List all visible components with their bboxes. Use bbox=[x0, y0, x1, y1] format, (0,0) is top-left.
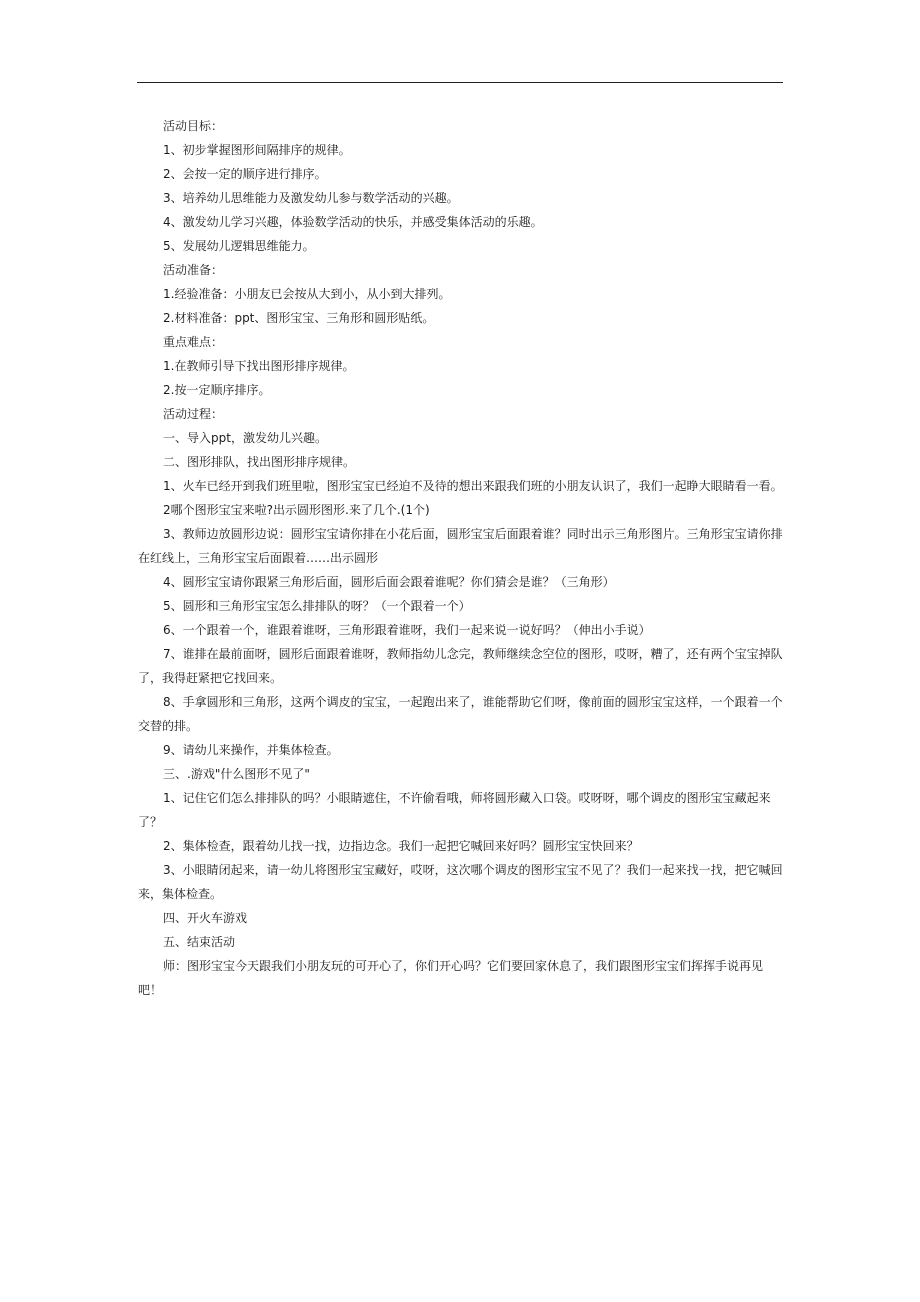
key-point-1: 1.在教师引导下找出图形排序规律。 bbox=[163, 359, 355, 373]
step-6: 6、一个跟着一个，谁跟着谁呀，三角形跟着谁呀，我们一起来说一说好吗？（伸出小手说） bbox=[163, 623, 651, 637]
key-point-2: 2.按一定顺序排序。 bbox=[163, 383, 271, 397]
process-section-4: 四、开火车游戏 bbox=[163, 911, 248, 925]
step-7: 7、谁排在最前面呀，圆形后面跟着谁呀，教师指幼儿念完，教师继续念空位的图形，哎呀，糟了，还有两个宝宝掉队了，我得赶紧把它找回来。 bbox=[138, 647, 783, 685]
heading-activity-goals: 活动目标： bbox=[163, 119, 224, 133]
step-1: 1、火车已经开到我们班里啦，图形宝宝已经迫不及待的想出来跟我们班的小朋友认识了，我们一起睁大眼睛看一看。 bbox=[163, 479, 783, 493]
goal-2: 2、会按一定的顺序进行排序。 bbox=[163, 167, 327, 181]
step-4: 4、圆形宝宝请你跟紧三角形后面，圆形后面会跟着谁呢？你们猜会是谁？（三角形） bbox=[163, 575, 615, 589]
process-section-5: 五、结束活动 bbox=[163, 935, 236, 949]
goal-4: 4、激发幼儿学习兴趣，体验数学活动的快乐，并感受集体活动的乐趣。 bbox=[163, 215, 543, 229]
goal-5: 5、发展幼儿逻辑思维能力。 bbox=[163, 239, 315, 253]
heading-activity-prep: 活动准备： bbox=[163, 263, 224, 277]
goal-3: 3、培养幼儿思维能力及激发幼儿参与数学活动的兴趣。 bbox=[163, 191, 459, 205]
step-3: 3、教师边放圆形边说：圆形宝宝请你排在小花后面，圆形宝宝后面跟着谁？同时出示三角形图片。三角形宝宝请你排在红线上，三角形宝宝后面跟着……出示圆形 bbox=[138, 527, 783, 565]
step-8: 8、手拿圆形和三角形，这两个调皮的宝宝，一起跑出来了，谁能帮助它们呀，像前面的圆形宝宝这样，一个跟着一个交替的排。 bbox=[138, 695, 783, 733]
heading-key-points: 重点难点： bbox=[163, 335, 224, 349]
prep-1: 1.经验准备：小朋友已会按从大到小，从小到大排列。 bbox=[163, 287, 451, 301]
process-section-1: 一、导入ppt，激发幼儿兴趣。 bbox=[163, 431, 327, 445]
step-9: 9、请幼儿来操作，并集体检查。 bbox=[163, 743, 339, 757]
process-section-2: 二、图形排队，找出图形排序规律。 bbox=[163, 455, 356, 469]
step-5: 5、圆形和三角形宝宝怎么排排队的呀？（一个跟着一个） bbox=[163, 599, 471, 613]
game-step-2: 2、集体检查，跟着幼儿找一找，边指边念。我们一起把它喊回来好吗？圆形宝宝快回来？ bbox=[163, 839, 639, 853]
header-rule bbox=[137, 82, 783, 83]
game-step-1: 1、记住它们怎么排排队的吗？小眼睛遮住，不许偷看哦，师将圆形藏入口袋。哎呀呀，哪个调皮的图形宝宝藏起来了？ bbox=[138, 791, 771, 829]
process-section-3: 三、.游戏"什么图形不见了" bbox=[163, 767, 310, 781]
step-2: 2哪个图形宝宝来啦?出示圆形图形.来了几个.(1个) bbox=[163, 503, 430, 517]
game-step-3: 3、小眼睛闭起来，请一幼儿将图形宝宝藏好，哎呀，这次哪个调皮的图形宝宝不见了？我们一起来找一找，把它喊回来，集体检查。 bbox=[138, 863, 783, 901]
document-body bbox=[138, 114, 784, 1002]
closing-remark: 师：图形宝宝今天跟我们小朋友玩的可开心了，你们开心吗？它们要回家休息了，我们跟图形宝宝们挥挥手说再见吧！ bbox=[138, 959, 764, 997]
goal-1: 1、初步掌握图形间隔排序的规律。 bbox=[163, 143, 351, 157]
heading-activity-process: 活动过程： bbox=[163, 407, 224, 421]
prep-2: 2.材料准备：ppt、图形宝宝、三角形和圆形贴纸。 bbox=[163, 311, 435, 325]
